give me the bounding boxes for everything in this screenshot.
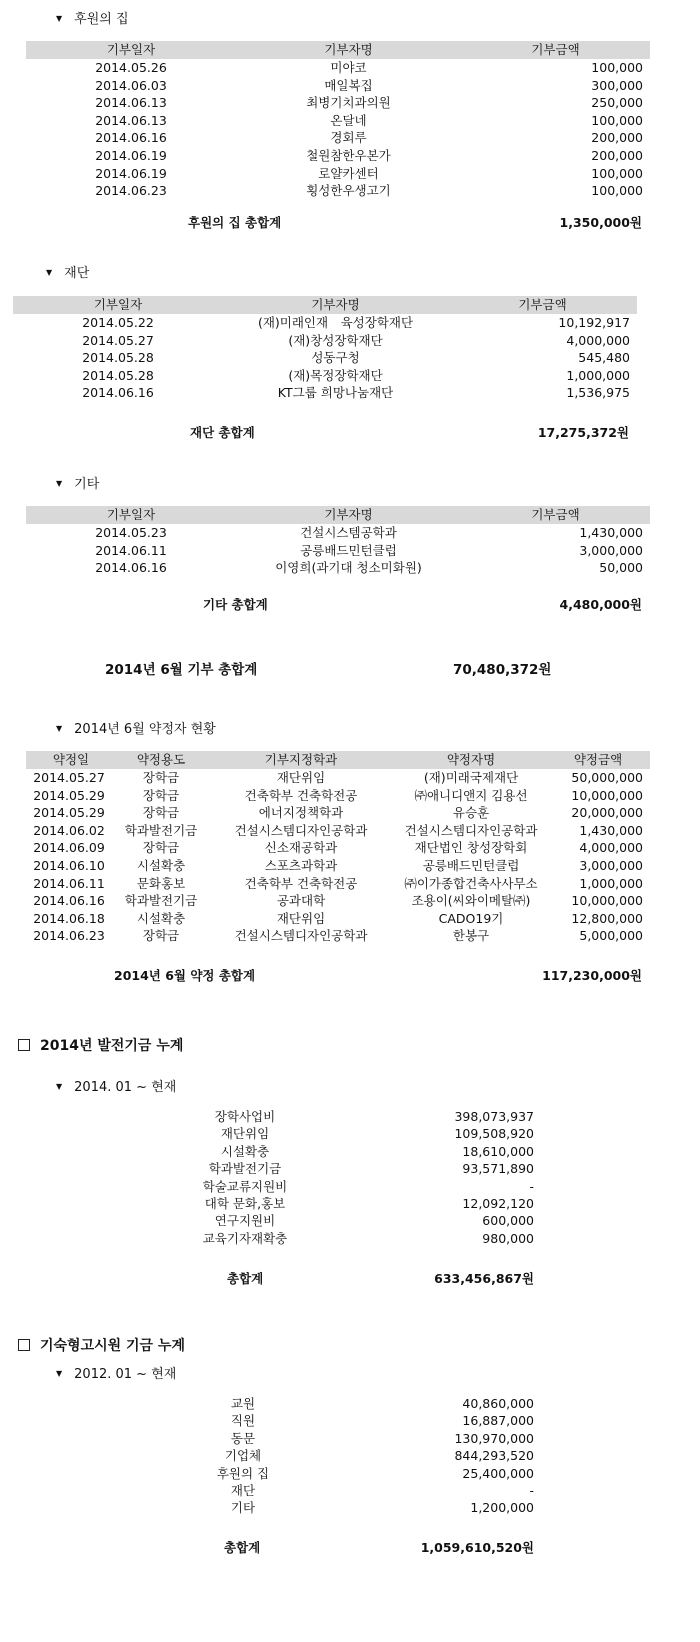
table-cell: 2014.06.02 <box>33 822 105 838</box>
table-row <box>13 314 637 332</box>
fund-item-value: 109,508,920 <box>454 1126 534 1142</box>
table-cell: 건설시스템디자인공학과 <box>234 928 368 944</box>
fund-item-value: - <box>529 1178 534 1194</box>
table-row <box>26 165 650 183</box>
table-cell: 2014.06.09 <box>33 840 105 856</box>
table-cell: 최병기치과의원 <box>306 95 391 111</box>
fund-item-label: 교원 <box>230 1396 256 1411</box>
dormitory-fund-total-value: 1,059,610,520원 <box>420 1540 534 1555</box>
table-cell: (재)미래국제재단 <box>423 770 519 785</box>
table-row <box>26 787 650 805</box>
header-amount: 기부금액 <box>531 507 580 522</box>
table-cell: 10,192,917 <box>558 315 630 330</box>
table-row <box>26 559 650 577</box>
table-cell: 2014.06.03 <box>95 77 167 93</box>
sponsor-house-total-value: 1,350,000원 <box>559 215 642 230</box>
fund-item-label: 학술교류지원비 <box>202 1178 288 1194</box>
header-department: 기부지정학과 <box>264 752 338 767</box>
header-pledge-amount: 약정금액 <box>573 752 623 767</box>
table-cell: 학과발전기금 <box>124 893 198 909</box>
table-header <box>26 751 650 769</box>
table-cell: 2014.05.23 <box>95 525 167 540</box>
table-cell: 200,000 <box>591 130 643 146</box>
fund-item-label: 장학사업비 <box>214 1109 276 1124</box>
other-table <box>26 506 650 577</box>
table-cell: 시설확충 <box>136 857 186 873</box>
dormitory-fund-total-label: 총합계 <box>224 1540 261 1555</box>
table-cell: 장학금 <box>142 928 180 944</box>
table-row <box>26 910 650 928</box>
fund-item-value: 130,970,000 <box>454 1430 534 1446</box>
triangle-bullet-icon: ▼ <box>56 1082 63 1091</box>
fund-item-label: 동문 <box>230 1430 256 1446</box>
table-cell: 2014.06.19 <box>95 147 167 163</box>
fund-item-value: 25,400,000 <box>462 1465 534 1481</box>
table-cell: 건축학부 건축학전공 <box>244 787 358 803</box>
fund-item-value: 18,610,000 <box>462 1143 534 1159</box>
table-row <box>26 822 650 840</box>
fund-item-value: 1,200,000 <box>470 1500 534 1516</box>
table-cell: 545,480 <box>578 350 630 366</box>
table-cell: 건설시스템디자인공학과 <box>404 822 538 838</box>
table-cell: KT그룹 희망나눔재단 <box>277 385 394 401</box>
header-amount: 기부금액 <box>531 42 580 57</box>
header-date: 기부일자 <box>106 507 156 522</box>
table-cell: 2014.06.16 <box>82 385 154 401</box>
section-heading-sponsor-house: ▼ 후원의 집 <box>56 12 129 27</box>
header-pledge-date: 약정일 <box>52 752 90 767</box>
table-cell: 횡성한우생고기 <box>306 183 391 199</box>
header-donor: 기부자명 <box>324 507 373 522</box>
fund-item-label: 교육기자재확충 <box>202 1230 288 1246</box>
table-cell: 2014.06.11 <box>95 542 167 558</box>
table-cell: 2014.06.11 <box>33 875 105 891</box>
table-cell: 건설시스템공학과 <box>300 525 397 540</box>
table-cell: 한봉구 <box>452 928 490 944</box>
table-row <box>26 59 650 77</box>
development-fund-title: 2014년 발전기금 누계 <box>18 1035 183 1055</box>
section-heading-foundation: ▼ 재단 <box>46 266 90 281</box>
table-cell: 5,000,000 <box>579 928 643 944</box>
table-row <box>26 182 650 200</box>
table-row <box>26 129 650 147</box>
table-cell: 신소재공학과 <box>264 840 338 856</box>
header-purpose: 약정용도 <box>136 752 186 767</box>
table-cell: 2014.06.13 <box>95 112 167 128</box>
table-cell: 장학금 <box>142 770 180 785</box>
table-cell: 재단법인 창성장학회 <box>414 840 528 856</box>
header-donor: 기부자명 <box>324 42 373 57</box>
development-fund-total-value: 633,456,867원 <box>434 1271 534 1286</box>
table-cell: 스포츠과학과 <box>264 857 338 873</box>
table-cell: 2014.06.16 <box>33 893 105 909</box>
table-cell: ㈜애니디앤지 김용선 <box>414 787 528 803</box>
pledges-table <box>26 751 650 945</box>
table-cell: 건축학부 건축학전공 <box>244 875 358 891</box>
table-cell: 2014.06.23 <box>95 183 167 199</box>
table-cell: 문화홍보 <box>136 875 186 891</box>
section-heading-pledges: ▼ 2014년 6월 약정자 현황 <box>56 722 216 737</box>
table-cell: 공릉배드민턴클럽 <box>422 857 520 873</box>
development-fund-total-label: 총합계 <box>227 1271 264 1286</box>
fund-item-label: 후원의 집 <box>216 1465 270 1481</box>
table-row <box>26 892 650 910</box>
fund-item-label: 기타 <box>230 1500 256 1516</box>
table-cell: 2014.05.27 <box>33 770 105 785</box>
table-cell: 유승훈 <box>452 805 490 821</box>
table-cell: (재)목정장학재단 <box>288 367 383 383</box>
fund-item-value: 600,000 <box>482 1213 534 1229</box>
table-cell: 100,000 <box>591 165 643 181</box>
table-header <box>26 41 650 59</box>
fund-item-label: 학과발전기금 <box>208 1161 282 1177</box>
dormitory-fund-title: 기숙형고시원 기금 누계 <box>18 1335 185 1355</box>
table-cell: 장학금 <box>142 787 180 803</box>
table-cell: 1,430,000 <box>579 822 643 838</box>
table-cell: 장학금 <box>142 805 180 821</box>
table-cell: 12,800,000 <box>571 910 643 926</box>
table-cell: 공과대학 <box>276 893 326 909</box>
square-bullet-icon <box>18 1039 30 1051</box>
table-cell: 50,000,000 <box>571 770 643 785</box>
fund-item-label: 직원 <box>230 1413 256 1429</box>
fund-item-value: 16,887,000 <box>462 1413 534 1429</box>
table-cell: 경회루 <box>330 130 367 146</box>
table-cell: 1,536,975 <box>566 385 630 401</box>
header-date: 기부일자 <box>93 297 143 312</box>
table-cell: 2014.05.22 <box>82 315 154 330</box>
pledges-total-value: 117,230,000원 <box>542 968 642 983</box>
fund-item-value: 980,000 <box>482 1230 534 1246</box>
table-cell: 100,000 <box>591 112 643 128</box>
fund-item-label: 재단 <box>230 1483 256 1498</box>
table-cell: 재단위임 <box>276 770 326 785</box>
table-cell: 1,430,000 <box>579 525 643 540</box>
table-cell: 100,000 <box>591 60 643 75</box>
table-row <box>26 524 650 542</box>
fund-item-value: 40,860,000 <box>462 1396 534 1411</box>
table-cell: 성동구청 <box>311 350 360 366</box>
foundation-table <box>13 296 637 402</box>
table-cell: 2014.06.16 <box>95 560 167 576</box>
table-cell: 300,000 <box>591 77 643 93</box>
table-row <box>26 77 650 95</box>
header-amount: 기부금액 <box>518 297 567 312</box>
table-row <box>26 927 650 945</box>
table-row <box>26 769 650 787</box>
table-row <box>13 384 637 402</box>
other-total-label: 기타 총합계 <box>203 597 268 612</box>
table-cell: 4,000,000 <box>579 840 643 856</box>
fund-item-value: 93,571,890 <box>462 1161 534 1177</box>
table-row <box>26 857 650 875</box>
table-cell: 2014.05.26 <box>95 60 167 75</box>
table-cell: 2014.06.19 <box>95 165 167 181</box>
table-cell: 2014.05.27 <box>82 332 154 348</box>
table-cell: 1,000,000 <box>579 875 643 891</box>
fund-item-label: 시설확충 <box>220 1143 270 1159</box>
table-cell: 2014.05.29 <box>33 805 105 821</box>
square-bullet-icon <box>18 1339 30 1351</box>
table-cell: 공릉배드민턴클럽 <box>300 542 397 558</box>
table-cell: 온달네 <box>330 112 367 128</box>
table-cell: 4,000,000 <box>566 332 630 348</box>
sponsor-house-total-label: 후원의 집 총합계 <box>188 215 282 230</box>
table-cell: 200,000 <box>591 147 643 163</box>
table-cell: 2014.06.16 <box>95 130 167 146</box>
table-cell: (재)창성장학재단 <box>288 332 383 348</box>
table-header <box>13 296 637 314</box>
table-cell: 2014.05.28 <box>82 367 154 383</box>
table-row <box>13 349 637 367</box>
header-donor: 기부자명 <box>311 297 360 312</box>
fund-item-label: 연구지원비 <box>214 1213 276 1229</box>
table-cell: 100,000 <box>591 183 643 199</box>
section-heading-other: ▼ 기타 <box>56 477 100 492</box>
triangle-bullet-icon: ▼ <box>56 724 63 733</box>
pledges-total-label: 2014년 6월 약정 총합계 <box>114 968 256 983</box>
table-row <box>26 112 650 130</box>
table-cell: 건설시스템디자인공학과 <box>234 822 368 838</box>
fund-item-value: - <box>529 1483 534 1498</box>
table-cell: 학과발전기금 <box>124 822 198 838</box>
table-cell: 2014.06.18 <box>33 910 105 926</box>
table-cell: 에너지정책학과 <box>258 805 344 821</box>
table-row <box>26 542 650 560</box>
table-cell: 시설확충 <box>136 910 186 926</box>
table-cell: (재)미래인재 육성장학재단 <box>257 315 414 330</box>
table-row <box>13 367 637 385</box>
table-cell: 2014.05.28 <box>82 350 154 366</box>
header-date: 기부일자 <box>106 42 156 57</box>
fund-item-label: 재단위임 <box>220 1126 270 1142</box>
table-cell: 미야코 <box>330 60 367 75</box>
other-total-value: 4,480,000원 <box>559 597 642 612</box>
table-cell: 2014.06.23 <box>33 928 105 944</box>
table-row <box>13 332 637 350</box>
table-cell: 매일복집 <box>324 77 373 93</box>
table-cell: 재단위임 <box>276 910 326 926</box>
table-cell: 로얄카센터 <box>318 165 379 181</box>
fund-item-value: 398,073,937 <box>454 1109 534 1124</box>
table-cell: 3,000,000 <box>579 542 643 558</box>
table-cell: 1,000,000 <box>566 367 630 383</box>
table-cell: 10,000,000 <box>571 893 643 909</box>
fund-item-label: 기업체 <box>224 1448 262 1464</box>
table-header <box>26 506 650 524</box>
table-cell: 50,000 <box>599 560 643 576</box>
development-fund-period: ▼ 2014. 01 ~ 현재 <box>56 1080 177 1095</box>
donation-grand-total-label: 2014년 6월 기부 총합계 <box>105 662 258 678</box>
triangle-bullet-icon: ▼ <box>56 479 63 488</box>
table-row <box>26 875 650 893</box>
sponsor-house-table <box>26 41 650 200</box>
table-cell: 조용이(씨와이메탈㈜) <box>411 893 531 909</box>
table-cell: ㈜이가종합건축사사무소 <box>404 875 538 891</box>
table-cell: 10,000,000 <box>571 787 643 803</box>
fund-item-label: 대학 문화,홍보 <box>204 1196 286 1211</box>
fund-item-value: 844,293,520 <box>454 1448 534 1464</box>
table-row <box>26 94 650 112</box>
triangle-bullet-icon: ▼ <box>56 14 63 23</box>
table-cell: 2014.06.10 <box>33 857 105 873</box>
table-cell: 장학금 <box>142 840 180 856</box>
fund-item-value: 12,092,120 <box>462 1196 534 1211</box>
table-row <box>26 147 650 165</box>
triangle-bullet-icon: ▼ <box>46 268 53 277</box>
table-cell: 250,000 <box>591 95 643 111</box>
table-cell: 철원참한우본가 <box>306 147 391 163</box>
triangle-bullet-icon: ▼ <box>56 1369 63 1378</box>
foundation-total-label: 재단 총합계 <box>190 425 255 440</box>
table-cell: 2014.05.29 <box>33 787 105 803</box>
table-cell: 20,000,000 <box>571 805 643 821</box>
dormitory-fund-period: ▼ 2012. 01 ~ 현재 <box>56 1367 177 1382</box>
table-cell: CADO19기 <box>438 910 504 926</box>
table-cell: 2014.06.13 <box>95 95 167 111</box>
donation-grand-total-value: 70,480,372원 <box>453 662 552 678</box>
header-pledger: 약정자명 <box>446 752 496 767</box>
table-cell: 3,000,000 <box>579 857 643 873</box>
table-row <box>26 804 650 822</box>
table-cell: 이영희(과기대 청소미화원) <box>275 560 422 576</box>
foundation-total-value: 17,275,372원 <box>537 425 629 440</box>
table-row <box>26 839 650 857</box>
